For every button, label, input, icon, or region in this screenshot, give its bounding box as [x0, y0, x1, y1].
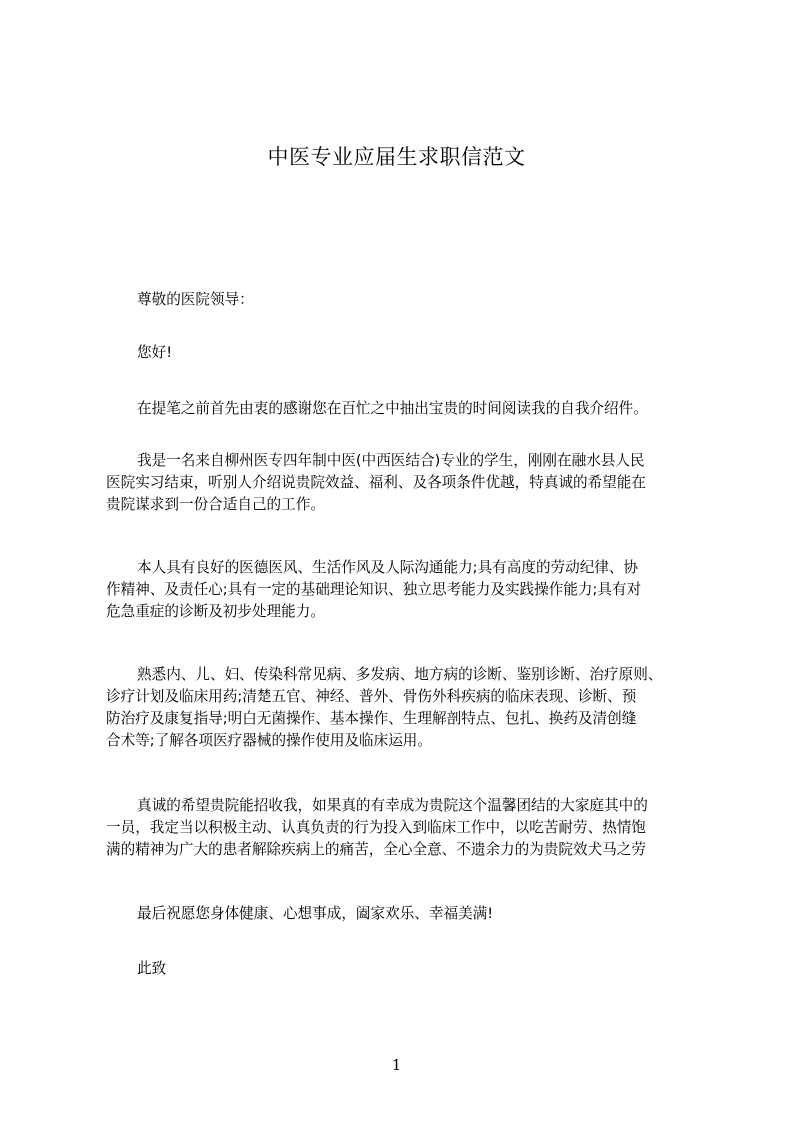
paragraph-line: 诊疗计划及临床用药;清楚五官、神经、普外、骨伤外科疾病的临床表现、诊断、预 — [106, 688, 637, 705]
paragraph-line: 医院实习结束，听别人介绍说贵院效益、福利、及各项条件优越，特真诚的希望能在 — [106, 474, 646, 491]
greeting: 您好! — [137, 344, 173, 361]
paragraph-background — [106, 450, 646, 516]
page-number: 1 — [391, 1056, 402, 1074]
paragraph-line: 合术等;了解各项医疗器械的操作使用及临床运用。 — [106, 732, 432, 749]
paragraph-line: 在提笔之前首先由衷的感谢您在百忙之中抽出宝贵的时间阅读我的自我介绍件。 — [137, 400, 648, 417]
closing: 此致 — [137, 960, 167, 977]
paragraph-line: 防治疗及康复指导;明白无菌操作、基本操作、生理解剖特点、包扎、换药及清创缝 — [106, 710, 637, 727]
paragraph-request — [106, 795, 648, 861]
paragraph-line: 真诚的希望贵院能招收我，如果真的有幸成为贵院这个温馨团结的大家庭其中的 — [137, 797, 648, 814]
paragraph-intro — [137, 398, 648, 420]
paragraph-line: 作精神、及责任心;具有一定的基础理论知识、独立思考能力及实践操作能力;具有对 — [106, 581, 642, 598]
closing-wish: 最后祝愿您身体健康、心想事成，阖家欢乐、幸福美满! — [137, 905, 494, 922]
paragraph-qualities — [106, 557, 641, 623]
paragraph-line: 危急重症的诊断及初步处理能力。 — [106, 603, 325, 620]
paragraph-line: 本人具有良好的医德医风、生活作风及人际沟通能力;具有高度的劳动纪律、协 — [137, 559, 639, 576]
paragraph-line: 我是一名来自柳州医专四年制中医(中西医结合)专业的学生，刚刚在融水县人民 — [137, 452, 645, 469]
paragraph-skills — [106, 664, 662, 752]
paragraph-line: 满的精神为广大的患者解除疾病上的痛苦，全心全意、不遗余力的为贵院效犬马之劳 — [106, 841, 646, 858]
paragraph-line: 熟悉内、儿、妇、传染科常见病、多发病、地方病的诊断、鉴别诊断、治疗原则、 — [137, 666, 663, 683]
paragraph-line: 贵院谋求到一份合适自己的工作。 — [106, 496, 325, 513]
document-title: 中医专业应届生求职信范文 — [267, 145, 526, 169]
salutation: 尊敬的医院领导： — [137, 291, 254, 308]
paragraph-line: 一员，我定当以积极主动、认真负责的行为投入到临床工作中，以吃苦耐劳、热情饱 — [106, 819, 646, 836]
